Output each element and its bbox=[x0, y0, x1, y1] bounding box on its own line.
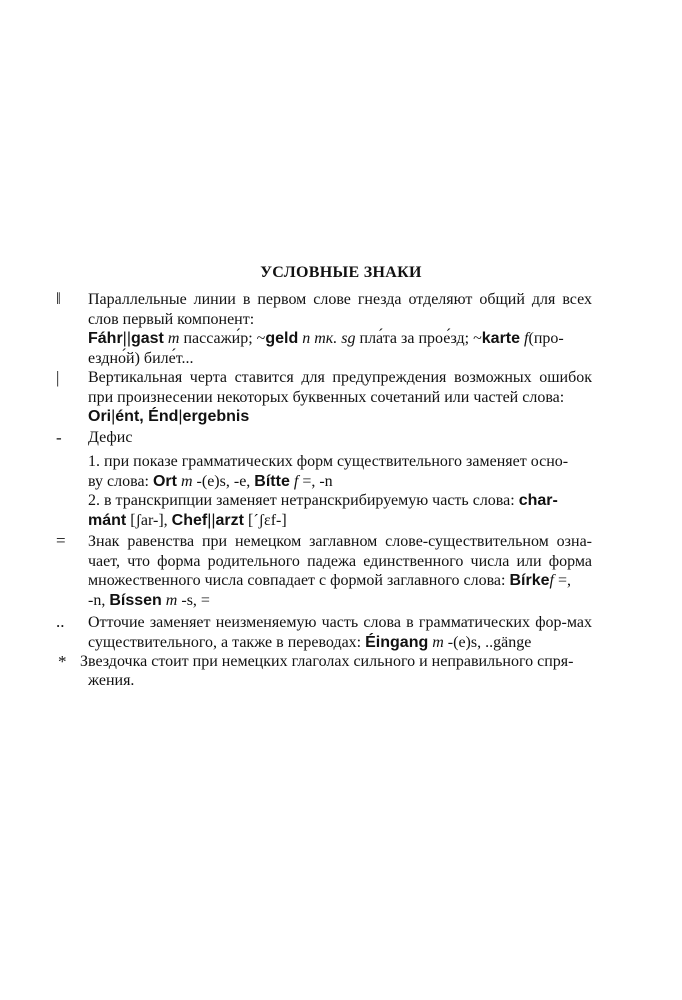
translation: пассажи́р; ~ bbox=[179, 330, 266, 347]
hyphen-sub1 bbox=[88, 452, 592, 530]
hyphen-label: Дефис bbox=[88, 429, 133, 446]
headword: Éingang bbox=[365, 633, 429, 651]
single-bar-symbol: | bbox=[56, 368, 60, 387]
gram-mark: m bbox=[432, 633, 444, 651]
forms: =, bbox=[553, 572, 571, 589]
sub-description: 2. в транскрипции заменяет нетранскрибируемую часть слова: bbox=[88, 492, 519, 509]
forms: -(e)s, ..gänge bbox=[443, 633, 532, 651]
gram-mark: f bbox=[549, 572, 554, 589]
transcription: [ˊʃɛf-] bbox=[243, 511, 287, 529]
forms: =, -n bbox=[298, 472, 333, 490]
separator-bars: || bbox=[207, 511, 216, 529]
translation: ездно́й) биле́т... bbox=[88, 349, 194, 367]
headword: Ori bbox=[88, 408, 112, 425]
forms: -n, bbox=[88, 591, 110, 609]
headword: geld bbox=[265, 330, 299, 347]
headword: Chef bbox=[171, 511, 208, 529]
separator-bar: | bbox=[111, 408, 116, 425]
gram-mark: f bbox=[524, 330, 529, 347]
headword: Bíssen bbox=[109, 591, 162, 609]
headword: Bírke bbox=[509, 572, 550, 589]
separator-bar: | bbox=[178, 408, 183, 425]
gram-mark: f bbox=[293, 472, 299, 490]
gram-mark: m bbox=[180, 472, 193, 490]
sub-description: 1. при показе грамматических форм существительного заменяет осно- bbox=[88, 453, 569, 470]
asterisk-symbol: * bbox=[58, 652, 67, 671]
ellipsis-symbol: .. bbox=[56, 612, 65, 631]
separator-bars: || bbox=[122, 330, 131, 347]
translation: (про- bbox=[528, 330, 564, 347]
headword: Ort bbox=[152, 472, 177, 490]
double-bar-symbol: ‖ bbox=[56, 289, 61, 308]
entry-description: Отточие заменяет неизменяемую часть слова в грамматических фор-мах существительного, а также в переводах: bbox=[88, 614, 592, 651]
equals-symbol: = bbox=[56, 531, 66, 550]
entry-single-bar-text bbox=[88, 368, 592, 427]
entry-asterisk-text-cont: жения. bbox=[88, 672, 135, 689]
entry-equals-text bbox=[88, 532, 592, 610]
headword: ergebnis bbox=[182, 408, 250, 425]
entry-description: Параллельные линии в первом слове гнезда отделяют общий для всех слов первый компонент: bbox=[88, 291, 592, 328]
forms: -s, = bbox=[177, 591, 210, 609]
entry-asterisk-text: Звездочка стоит при немецких глаголах сильного и неправильного спря- bbox=[80, 653, 574, 670]
gram-mark: n тк. sg bbox=[302, 330, 356, 347]
headword: gast bbox=[130, 330, 164, 347]
headword: ént, Énd bbox=[115, 408, 179, 425]
hyphen-symbol: - bbox=[56, 428, 62, 447]
gram-mark: m bbox=[165, 591, 178, 609]
transcription: [ʃar-], bbox=[126, 511, 172, 529]
translation: пла́та за прое́зд; ~ bbox=[355, 330, 482, 347]
entry-double-bar-text bbox=[88, 290, 592, 368]
headword: arzt bbox=[215, 511, 244, 529]
headword: Bítte bbox=[254, 472, 290, 490]
entry-description: Знак равенства при немецком заглавном слове-существительном озна-чает, что форма родительного падежа единственного числа или форма множественного числа совпадает с формой заглавного слова: bbox=[88, 533, 592, 589]
headword: mánt bbox=[88, 511, 127, 529]
forms: -(e)s, -e, bbox=[192, 472, 255, 490]
entry-description: Вертикальная черта ставится для предупреждения возможных ошибок при произнесении некоторых буквенных сочетаний или частей слова: bbox=[88, 369, 592, 406]
headword: char- bbox=[518, 492, 558, 509]
headword: karte bbox=[481, 330, 521, 347]
page-title: УСЛОВНЫЕ ЗНАКИ bbox=[260, 264, 422, 281]
headword: Fáhr bbox=[88, 330, 123, 347]
sub-description: ву слова: bbox=[88, 472, 153, 490]
entry-ellipsis-text bbox=[88, 613, 592, 652]
gram-mark: m bbox=[167, 330, 180, 347]
